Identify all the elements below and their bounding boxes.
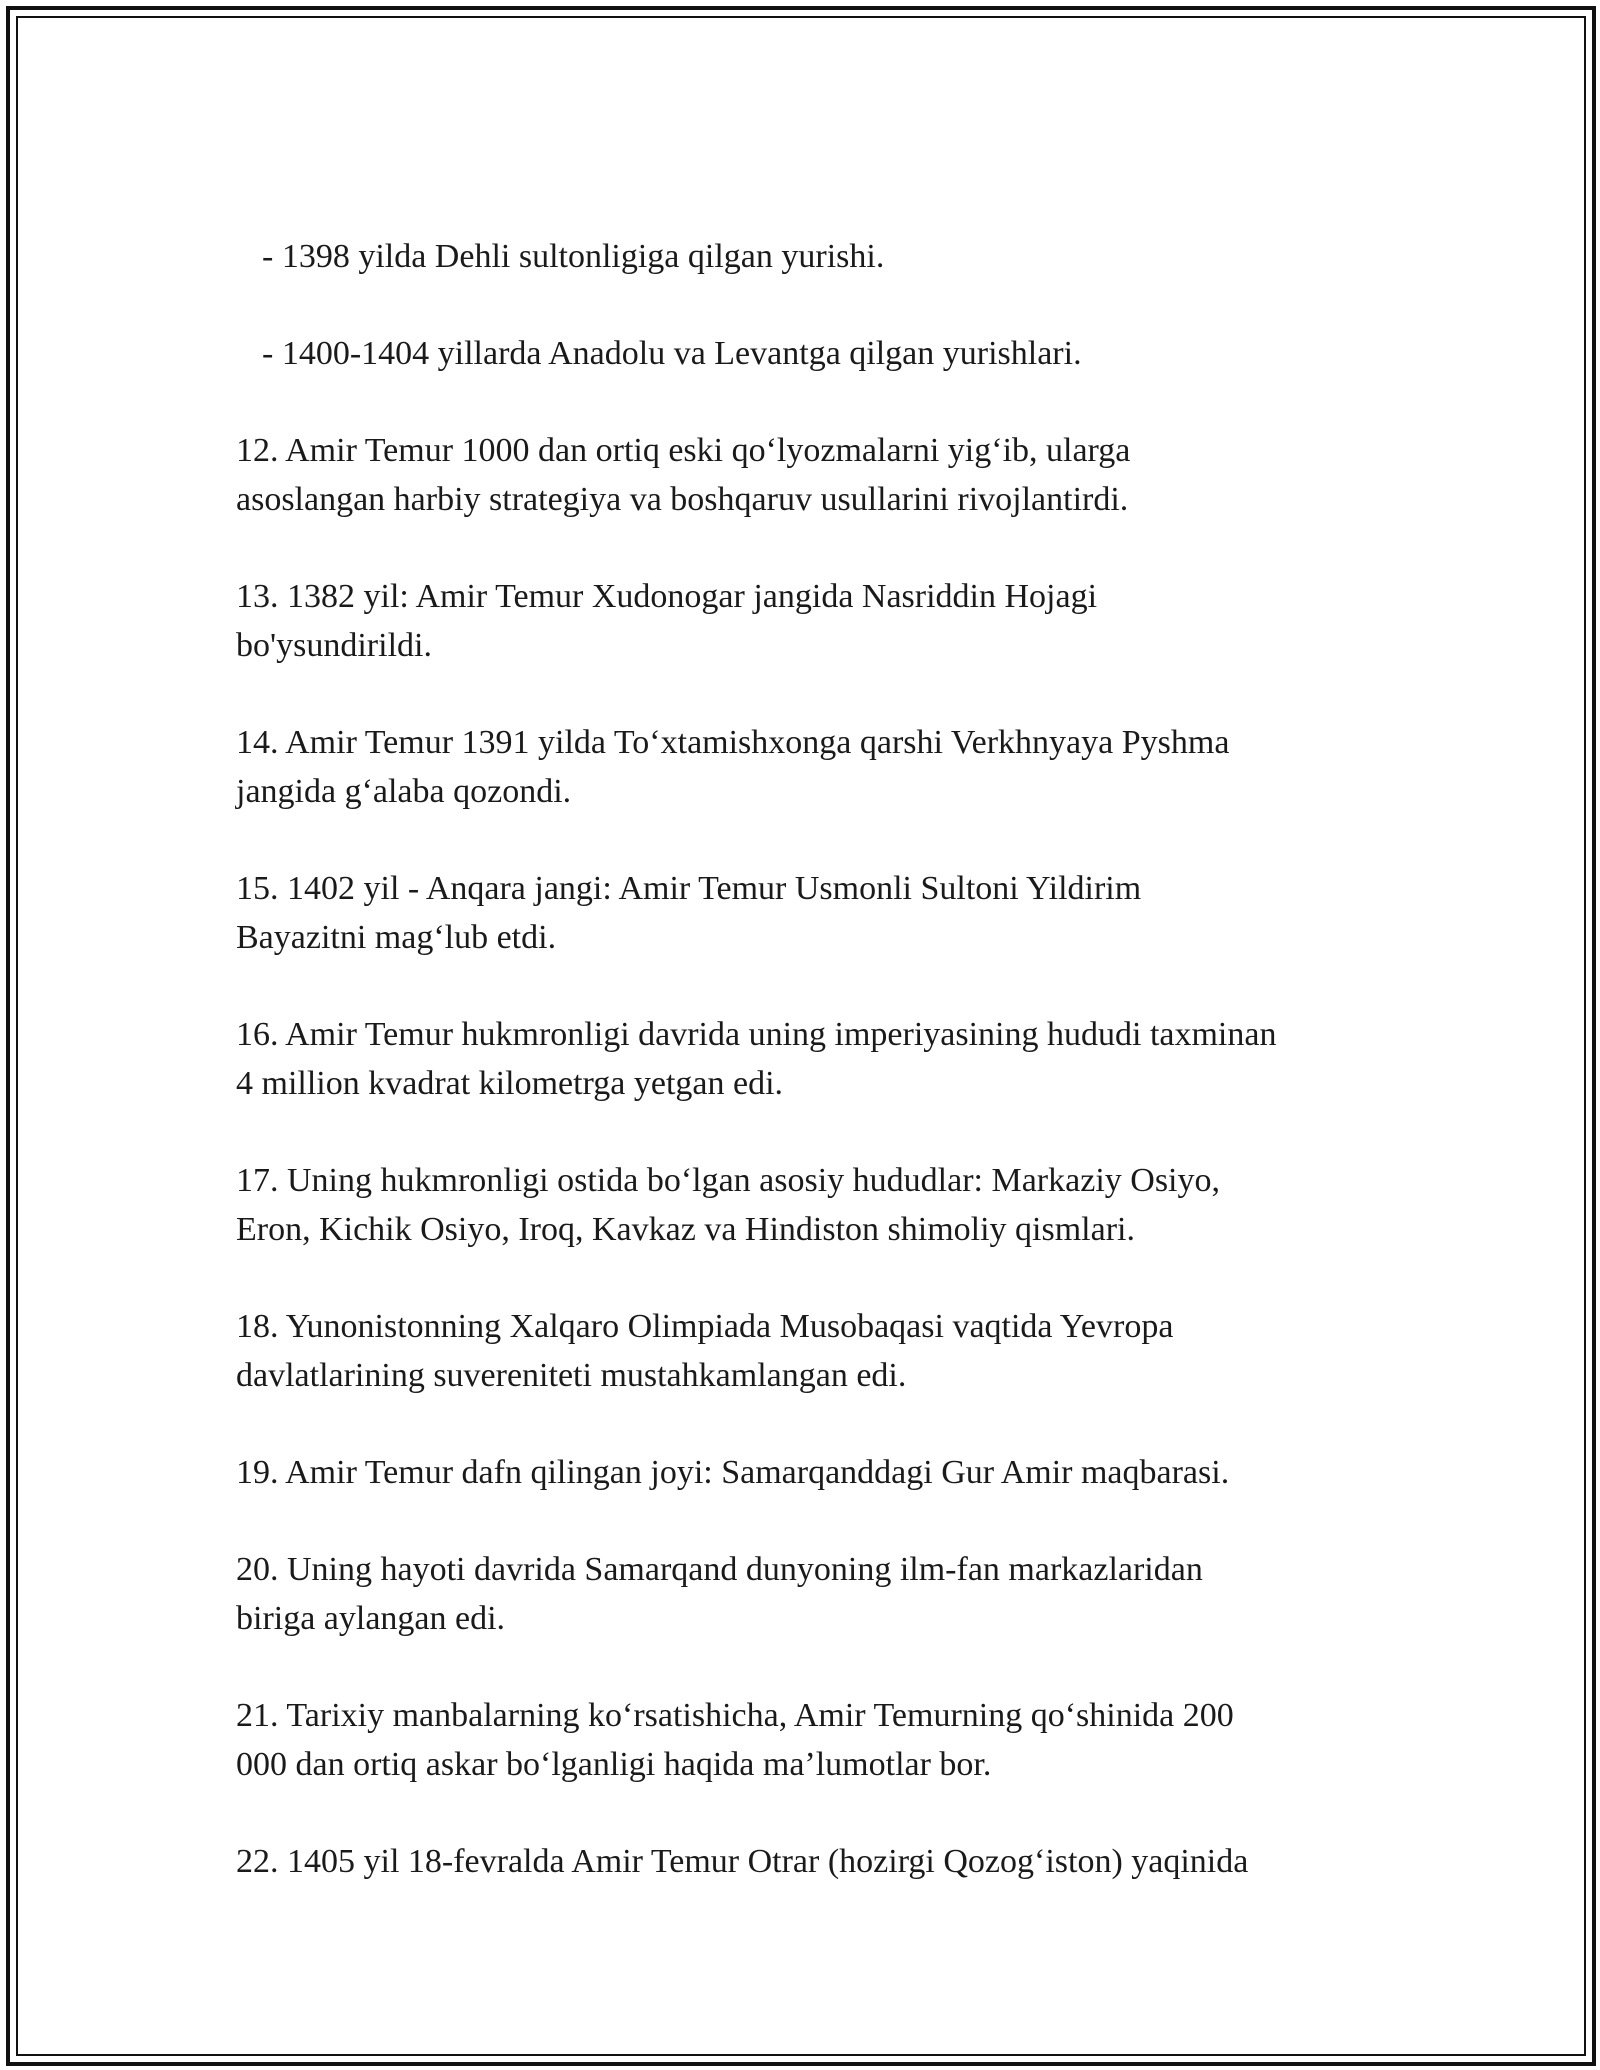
text-line: jangida g‘alaba qozondi. <box>236 773 572 810</box>
text-line: 13. 1382 yil: Amir Temur Xudonogar jangida Nasriddin Hojagi <box>236 578 1098 615</box>
text-line: bo'ysundirildi. <box>236 627 432 664</box>
item-13 <box>236 572 1386 670</box>
text-line: Bayazitni mag‘lub etdi. <box>236 919 557 956</box>
item-20 <box>236 1545 1386 1643</box>
text-line: - 1398 yilda Dehli sultonligiga qilgan yurishi. <box>262 238 885 275</box>
text-line: 21. Tarixiy manbalarning ko‘rsatishicha, Amir Temurning qo‘shinida 200 <box>236 1697 1234 1734</box>
text-line: 17. Uning hukmronligi ostida bo‘lgan asosiy hududlar: Markaziy Osiyo, <box>236 1162 1220 1199</box>
text-line: 12. Amir Temur 1000 dan ortiq eski qo‘lyozmalarni yig‘ib, ularga <box>236 432 1131 469</box>
text-line: 000 dan ortiq askar bo‘lganligi haqida ma’lumotlar bor. <box>236 1746 992 1783</box>
item-21 <box>236 1691 1386 1789</box>
bullet-1400-1404-anadolu <box>236 329 1386 378</box>
bullet-1398-dehli <box>236 232 1386 281</box>
text-line: 18. Yunonistonning Xalqaro Olimpiada Musobaqasi vaqtida Yevropa <box>236 1308 1174 1345</box>
item-22 <box>236 1837 1386 1886</box>
text-line: - 1400-1404 yillarda Anadolu va Levantga qilgan yurishlari. <box>262 335 1082 372</box>
document-body <box>236 232 1386 1934</box>
text-line: 19. Amir Temur dafn qilingan joyi: Samarqanddagi Gur Amir maqbarasi. <box>236 1454 1230 1491</box>
item-17 <box>236 1156 1386 1254</box>
text-line: asoslangan harbiy strategiya va boshqaruv usullarini rivojlantirdi. <box>236 481 1129 518</box>
text-line: 14. Amir Temur 1391 yilda To‘xtamishxonga qarshi Verkhnyaya Pyshma <box>236 724 1230 761</box>
text-line: 4 million kvadrat kilometrga yetgan edi. <box>236 1065 784 1102</box>
item-12 <box>236 426 1386 524</box>
item-15 <box>236 864 1386 962</box>
item-18 <box>236 1302 1386 1400</box>
text-line: 20. Uning hayoti davrida Samarqand dunyoning ilm-fan markazlaridan <box>236 1551 1203 1588</box>
item-19 <box>236 1448 1386 1497</box>
item-16 <box>236 1010 1386 1108</box>
text-line: Eron, Kichik Osiyo, Iroq, Kavkaz va Hindiston shimoliy qismlari. <box>236 1211 1135 1248</box>
text-line: 15. 1402 yil - Anqara jangi: Amir Temur Usmonli Sultoni Yildirim <box>236 870 1142 907</box>
text-line: 22. 1405 yil 18-fevralda Amir Temur Otrar (hozirgi Qozog‘iston) yaqinida <box>236 1843 1249 1880</box>
text-line: 16. Amir Temur hukmronligi davrida uning imperiyasining hududi taxminan <box>236 1016 1277 1053</box>
item-14 <box>236 718 1386 816</box>
text-line: biriga aylangan edi. <box>236 1600 506 1637</box>
text-line: davlatlarining suvereniteti mustahkamlangan edi. <box>236 1357 907 1394</box>
